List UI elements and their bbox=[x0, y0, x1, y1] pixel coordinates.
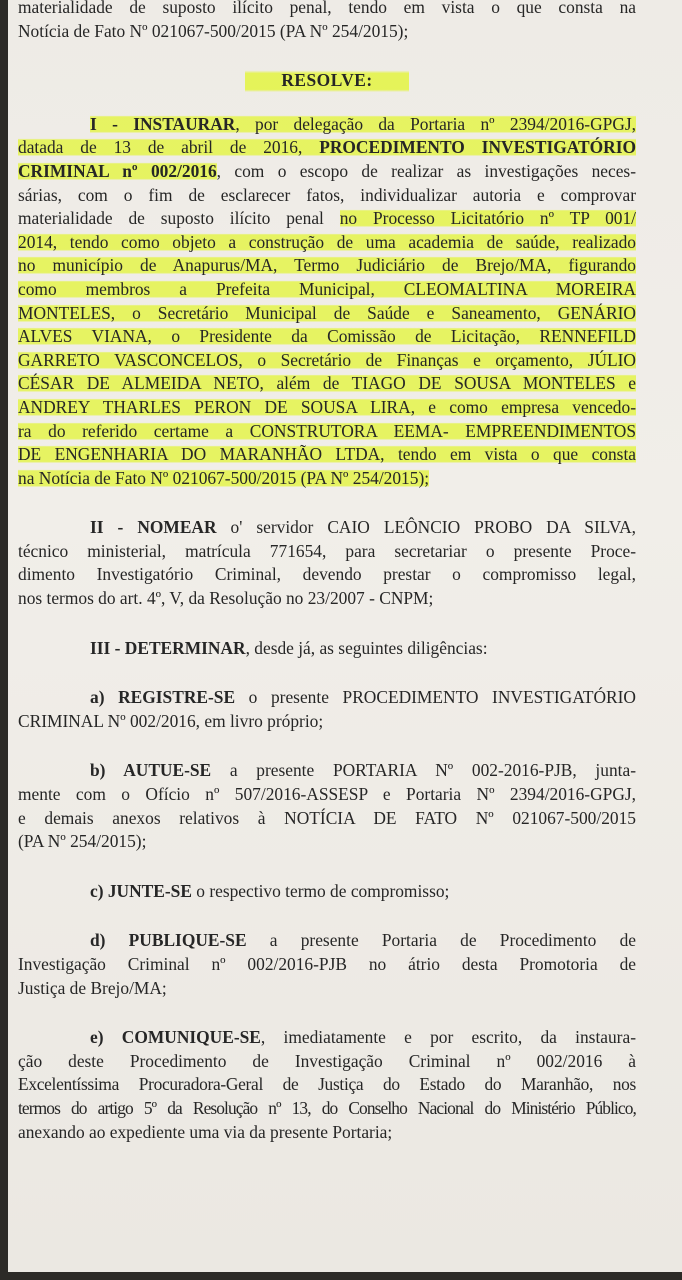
text-line: ção deste Procedimento de Investigação Criminal nº 002/2016 à bbox=[18, 1050, 636, 1071]
text-line: ra do referido certame a CONSTRUTORA EEMA- EMPREENDIMENTOS bbox=[18, 420, 636, 441]
text-line: mente com o Ofício nº 507/2016-ASSESP e Portaria Nº 2394/2016-GPGJ, bbox=[18, 784, 636, 805]
item-lead: a) REGISTRE-SE bbox=[90, 687, 236, 708]
item-lead: II - NOMEAR bbox=[90, 517, 217, 538]
text-line: técnico ministerial, matrícula 771654, para secretariar o presente Proce- bbox=[18, 540, 636, 561]
text-line: ANDREY THARLES PERON DE SOUSA LIRA, e como empresa vencedo- bbox=[18, 396, 636, 417]
text-line: materialidade de suposto ilícito penal no Processo Licitatório nº TP 001/ bbox=[18, 208, 636, 229]
item-autue bbox=[18, 759, 636, 853]
text-line: II - NOMEAR o' servidor CAIO LEÔNCIO PROBO DA SILVA, bbox=[90, 517, 636, 538]
text-line: como membros a Prefeita Municipal, CLEOMALTINA MOREIRA bbox=[18, 278, 636, 299]
document-page bbox=[8, 0, 682, 1272]
item-lead: b) AUTUE-SE bbox=[90, 760, 212, 781]
item-publique bbox=[18, 929, 636, 1000]
text-line: datada de 13 de abril de 2016, PROCEDIMENTO INVESTIGATÓRIO bbox=[18, 137, 636, 158]
text-line: CRIMINAL nº 002/2016, com o escopo de realizar as investigações neces- bbox=[18, 160, 636, 181]
item-lead: III - DETERMINAR bbox=[90, 637, 246, 658]
text-line: CÉSAR DE ALMEIDA NETO, além de TIAGO DE SOUSA MONTELES e bbox=[18, 373, 636, 394]
text-line: nos termos do art. 4º, V, da Resolução no 23/2007 - CNPM; bbox=[18, 588, 434, 609]
text-line: Excelentíssima Procuradora-Geral de Justiça do Estado do Maranhão, nos bbox=[18, 1074, 636, 1095]
text-line: c) JUNTE-SE o respectivo termo de compromisso; bbox=[90, 880, 450, 901]
document-body bbox=[18, 0, 636, 1144]
text-line: ALVES VIANA, o Presidente da Comissão de Licitação, RENNEFILD bbox=[18, 326, 636, 347]
item-lead: d) PUBLIQUE-SE bbox=[90, 930, 247, 951]
text-line: DE ENGENHARIA DO MARANHÃO LTDA, tendo em vista o que consta bbox=[18, 444, 636, 465]
resolve-title: RESOLVE: bbox=[245, 69, 408, 93]
text-line: e demais anexos relativos à NOTÍCIA DE FATO Nº 021067-500/2015 bbox=[18, 807, 636, 828]
item-instaurar bbox=[18, 113, 636, 491]
text-line: d) PUBLIQUE-SE a presente Portaria de Procedimento de bbox=[90, 930, 636, 951]
text-line: 2014, tendo como objeto a construção de uma academia de saúde, realizado bbox=[18, 231, 636, 252]
item-nomear bbox=[18, 516, 636, 610]
text-line: na Notícia de Fato Nº 021067-500/2015 (PA Nº 254/2015); bbox=[18, 467, 430, 488]
item-lead: c) JUNTE-SE bbox=[90, 880, 192, 901]
text-line: a) REGISTRE-SE o presente PROCEDIMENTO INVESTIGATÓRIO bbox=[90, 687, 636, 708]
item-registre bbox=[18, 686, 636, 733]
text-line: III - DETERMINAR, desde já, as seguintes diligências: bbox=[90, 637, 488, 658]
text-line: e) COMUNIQUE-SE, imediatamente e por escrito, da instaura- bbox=[90, 1027, 636, 1048]
item-lead: I - INSTAURAR bbox=[90, 113, 236, 134]
text-line: sárias, com o fim de esclarecer fatos, individualizar autoria e comprovar bbox=[18, 184, 636, 205]
text-line: I - INSTAURAR, por delegação da Portaria nº 2394/2016-GPGJ, bbox=[90, 113, 636, 134]
text-line: materialidade de suposto ilícito penal, tendo em vista o que consta na bbox=[18, 0, 636, 17]
text-line: (PA Nº 254/2015); bbox=[18, 831, 147, 852]
item-determinar bbox=[18, 637, 636, 661]
text-line: MONTELES, o Secretário Municipal de Saúde e Saneamento, GENÁRIO bbox=[18, 302, 636, 323]
text-line: anexando ao expediente uma via da presente Portaria; bbox=[18, 1121, 393, 1142]
text-line: Investigação Criminal nº 002/2016-PJB no átrio desta Promotoria de bbox=[18, 954, 636, 974]
text-line: CRIMINAL Nº 002/2016, em livro próprio; bbox=[18, 710, 324, 731]
text-line: no município de Anapurus/MA, Termo Judiciário de Brejo/MA, figurando bbox=[18, 255, 636, 276]
item-comunique bbox=[18, 1026, 636, 1144]
item-junte bbox=[18, 880, 636, 904]
text-line: GARRETO VASCONCELOS, o Secretário de Finanças e orçamento, JÚLIO bbox=[18, 349, 636, 370]
text-line: b) AUTUE-SE a presente PORTARIA Nº 002-2016-PJB, junta- bbox=[90, 760, 636, 781]
item-lead: e) COMUNIQUE-SE bbox=[90, 1027, 261, 1048]
text-line: termos do artigo 5º da Resolução nº 13, do Conselho Nacional do Ministério Público, bbox=[18, 1097, 636, 1118]
text-line: Notícia de Fato Nº 021067-500/2015 (PA Nº 254/2015); bbox=[18, 20, 409, 41]
text-line: dimento Investigatório Criminal, devendo prestar o compromisso legal, bbox=[18, 564, 636, 585]
section-title-line bbox=[18, 69, 636, 93]
text-line: Justiça de Brejo/MA; bbox=[18, 977, 167, 998]
